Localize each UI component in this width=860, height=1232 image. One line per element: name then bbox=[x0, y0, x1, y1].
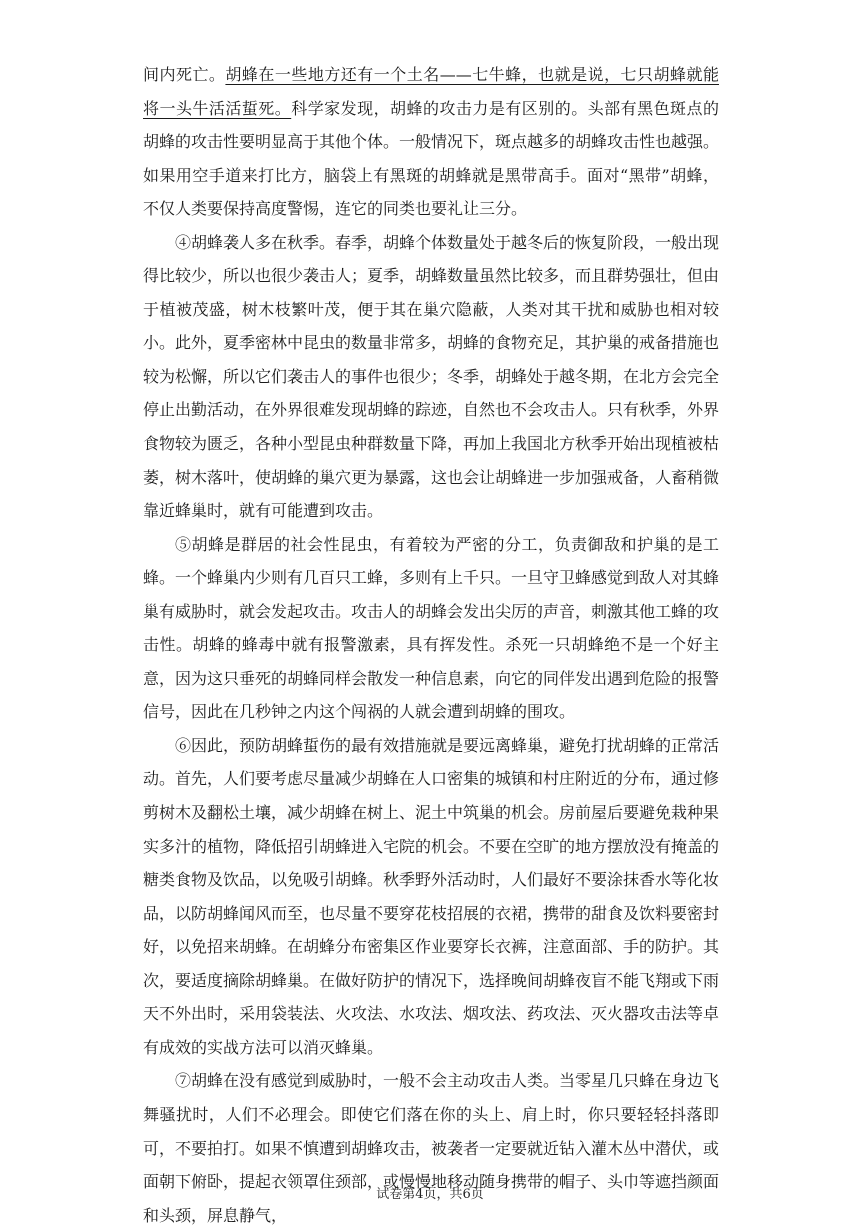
underlined-sentence: 胡蜂在一些地方还有一个土名——七牛蜂，也就是说，七只胡蜂就能将一头牛活活蜇死。 bbox=[143, 65, 719, 118]
article-body bbox=[143, 58, 719, 1232]
page-footer: 试卷第4页，共6页 bbox=[376, 1187, 484, 1202]
paragraph-6: ⑥因此，预防胡蜂蜇伤的最有效措施就是要远离蜂巢，避免打扰胡蜂的正常活动。首先，人们要考虑尽量减少胡蜂在人口密集的城镇和村庄附近的分布，通过修剪树木及翻松土壤，减少胡蜂在树上、泥土中筑巢的机会。房前屋后要避免栽种果实多汁的植物，降低招引胡蜂进入宅院的机会。不要在空旷的地方摆放没有掩盖的糖类食物及饮品，以免吸引胡蜂。秋季野外活动时，人们最好不要涂抹香水等化妆品，以防胡蜂闻风而至，也尽量不要穿花枝招展的衣裙，携带的甜食及饮料要密封好，以免招来胡蜂。在胡蜂分布密集区作业要穿长衣裤，注意面部、手的防护。其次，要适度摘除胡蜂巢。在做好防护的情况下，选择晚间胡蜂夜盲不能飞翔或下雨天不外出时，采用袋装法、火攻法、水攻法、烟攻法、药攻法、灭火器攻击法等卓有成效的实战方法可以消灭蜂巢。 bbox=[143, 735, 720, 1057]
paragraph-5: ⑤胡蜂是群居的社会性昆虫，有着较为严密的分工，负责御敌和护巢的是工蜂。一个蜂巢内少则有几百只工蜂，多则有上千只。一旦守卫蜂感觉到敌人对其蜂巢有威胁时，就会发起攻击。攻击人的胡蜂会发出尖厉的声音，刺激其他工蜂的攻击性。胡蜂的蜂毒中就有报警激素，具有挥发性。杀死一只胡蜂绝不是一个好主意，因为这只垂死的胡蜂同样会散发一种信息素，向它的同伴发出遇到危险的报警信号，因此在几秒钟之内这个闯祸的人就会遭到胡蜂的围攻。 bbox=[143, 534, 720, 722]
text-run: 科学家发现，胡蜂的攻击力是有区别的。头部有黑色斑点的胡蜂的攻击性要明显高于其他个体。一般情况下，斑点越多的胡蜂攻击性也越强。如果用空手道来打比方，脑袋上有黑斑的胡蜂就是黑带高手。面对“黑带”胡蜂，不仅人类要保持高度警惕，连它的同类也要礼让三分。 bbox=[143, 98, 720, 219]
paragraph-4: ④胡蜂袭人多在秋季。春季，胡蜂个体数量处于越冬后的恢复阶段，一般出现得比较少，所以也很少袭击人；夏季，胡蜂数量虽然比较多，而且群势强壮，但由于植被茂盛，树木枝繁叶茂，便于其在巢穴隐蔽，人类对其干扰和威胁也相对较小。此外，夏季密林中昆虫的数量非常多，胡蜂的食物充足，其护巢的戒备措施也较为松懈，所以它们袭击人的事件也很少；冬季，胡蜂处于越冬期，在北方会完全停止出勤活动，在外界很难发现胡蜂的踪迹，自然也不会攻击人。只有秋季，外界食物较为匮乏，各种小型昆虫种群数量下降，再加上我国北方秋季开始出现植被枯萎，树木落叶，使胡蜂的巢穴更为暴露，这也会让胡蜂进一步加强戒备，人畜稍微靠近蜂巢时，就有可能遭到攻击。 bbox=[143, 232, 720, 521]
paragraph-3-continued bbox=[143, 58, 719, 226]
text-run: 间内死亡。 bbox=[143, 65, 226, 84]
paragraph-7: ⑦胡蜂在没有感觉到威胁时，一般不会主动攻击人类。当零星几只蜂在身边飞舞骚扰时，人们不必理会。即使它们落在你的头上、肩上时，你只要轻轻抖落即可，不要拍打。如果不慎遭到胡蜂攻击，被袭者一定要就近钻入灌木丛中潜伏，或面朝下俯卧，提起衣领罩住颈部，或慢慢地移动随身携带的帽子、头巾等遮挡颜面和头颈，屏息静气， bbox=[143, 1071, 720, 1225]
